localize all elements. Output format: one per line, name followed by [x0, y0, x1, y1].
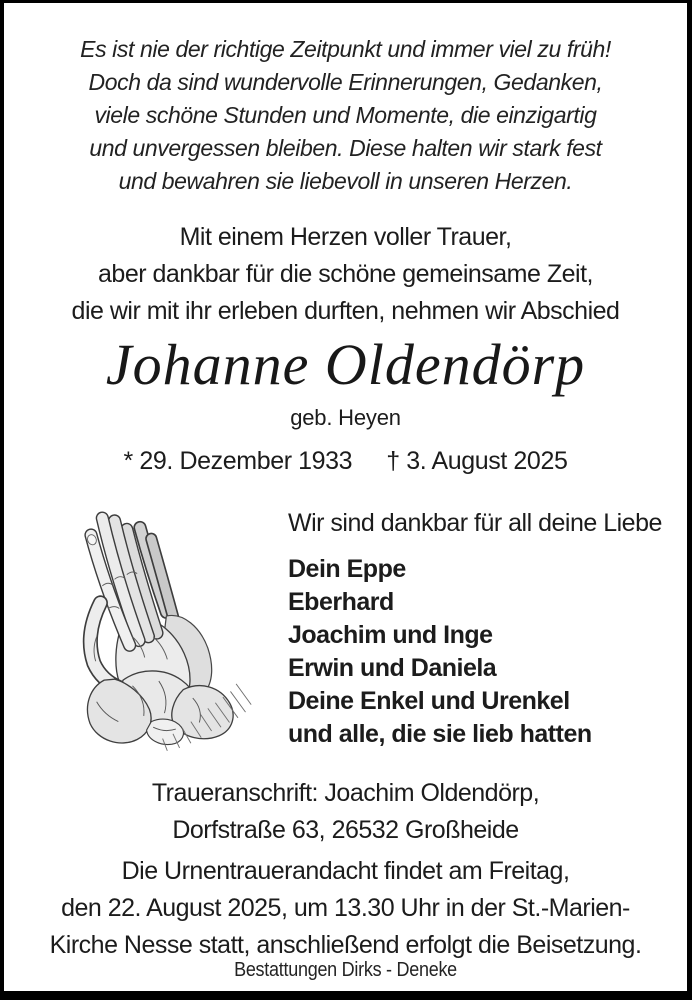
service-info-line: Die Urnentrauerandacht findet am Freitag,: [121, 857, 570, 885]
maiden-name: geb. Heyen: [290, 405, 401, 430]
service-info-line: Kirche Nesse statt, anschließend erfolgt die Beisetzung.: [49, 931, 642, 959]
poem-line: Es ist nie der richtige Zeitpunkt und immer viel zu früh!: [80, 36, 611, 62]
mourning-address: [4, 775, 687, 849]
tribute-lead: Wir sind dankbar für all deine Liebe: [288, 509, 662, 537]
service-info: [4, 853, 687, 964]
intro-line: Mit einem Herzen voller Trauer,: [179, 223, 512, 251]
mourning-address-line: Traueranschrift: Joachim Oldendörp,: [151, 779, 540, 807]
deceased-name: Johanne Oldendörp: [105, 332, 586, 397]
mourner-name: Eberhard: [288, 588, 394, 616]
birth-date: * 29. Dezember 1933: [123, 447, 353, 475]
tribute-block: [288, 509, 662, 751]
intro-line: die wir mit ihr erleben durften, nehmen wir Abschied: [71, 297, 620, 325]
mourner-name: und alle, die sie lieb hatten: [288, 720, 592, 748]
condolence-poem: [4, 33, 687, 198]
mourner-name: Dein Eppe: [288, 555, 406, 583]
intro-line: aber dankbar für die schöne gemeinsame Zeit,: [98, 260, 593, 288]
poem-line: viele schöne Stunden und Momente, die einzigartig: [94, 102, 597, 128]
mourner-name: Joachim und Inge: [288, 621, 493, 649]
mourner-name: Erwin und Daniela: [288, 654, 497, 682]
poem-line: und bewahren sie liebevoll in unseren Herzen.: [118, 168, 573, 194]
service-info-line: den 22. August 2025, um 13.30 Uhr in der St.-Marien-: [61, 894, 630, 922]
mourning-address-line: Dorfstraße 63, 26532 Großheide: [172, 816, 519, 844]
death-date: † 3. August 2025: [386, 447, 568, 475]
farewell-intro: [4, 219, 687, 330]
mourners-list: [288, 553, 662, 751]
poem-line: und unvergessen bleiben. Diese halten wir stark fest: [89, 135, 602, 161]
life-dates: [4, 447, 687, 476]
praying-hands-image: [42, 495, 254, 755]
funeral-home-name: Bestattungen Dirks - Deneke: [234, 959, 457, 981]
poem-line: Doch da sind wundervolle Erinnerungen, Gedanken,: [88, 69, 603, 95]
mourner-name: Deine Enkel und Urenkel: [288, 687, 570, 715]
